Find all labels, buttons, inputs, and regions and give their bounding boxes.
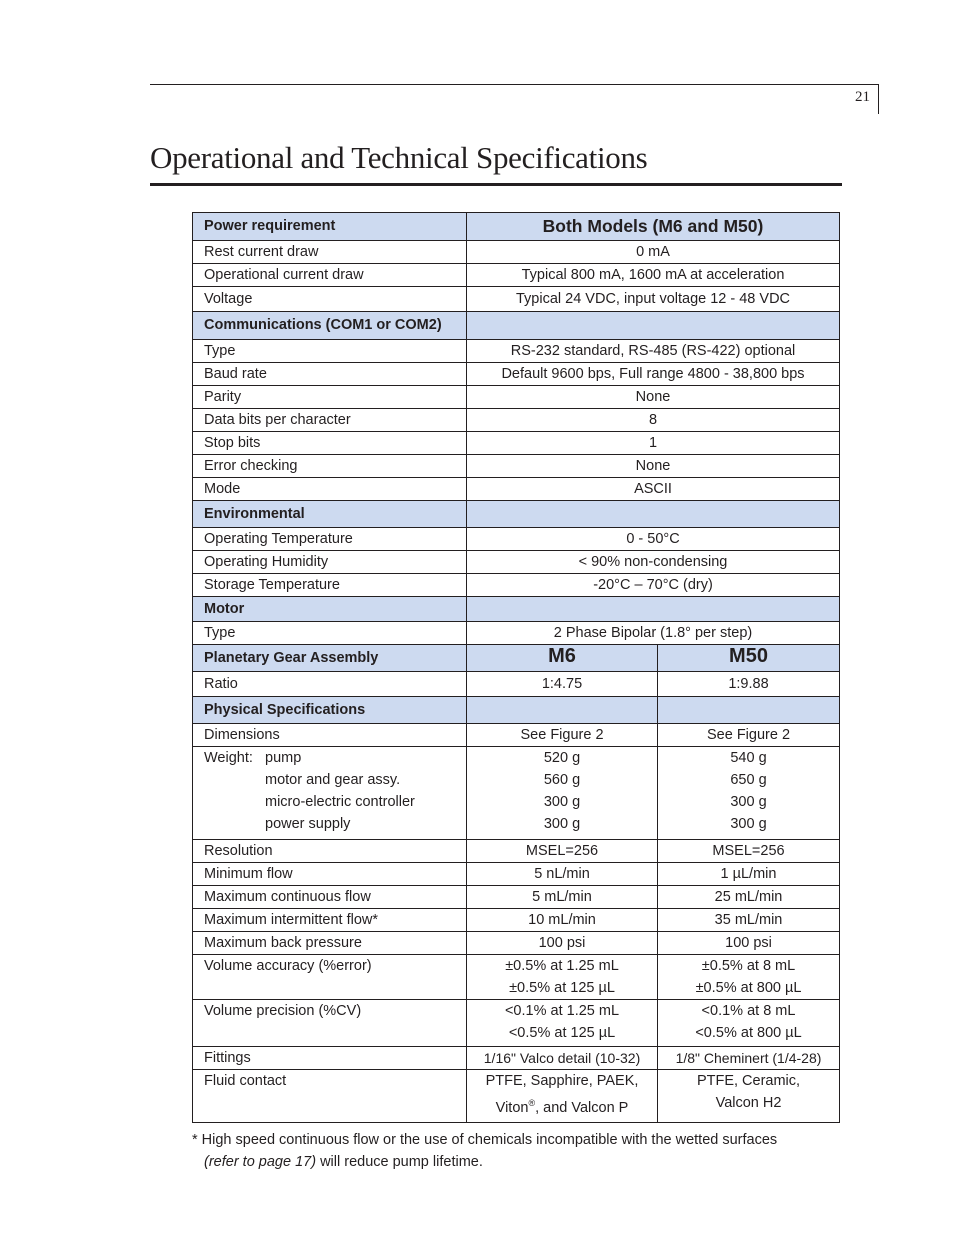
column-header-m6: M6: [467, 645, 658, 672]
row-value: Typical 24 VDC, input voltage 12 - 48 VDC: [467, 287, 840, 312]
row-value: Valcon H2: [715, 1095, 782, 1111]
weight-line-pump: [204, 747, 466, 769]
row-value: PTFE, Ceramic,: [696, 1073, 801, 1089]
row-label: Rest current draw: [193, 241, 467, 264]
row-label: Maximum back pressure: [193, 932, 467, 955]
row-value-m50: 1:9.88: [658, 672, 840, 697]
footnote-line-1: * High speed continuous flow or the use of chemicals incompatible with the wetted surfaces: [192, 1132, 778, 1148]
section-header-blank: [658, 697, 840, 724]
row-label: Voltage: [193, 287, 467, 312]
weight-value: 520 g: [543, 750, 581, 766]
row-label: Data bits per character: [193, 409, 467, 432]
row-label: Dimensions: [193, 724, 467, 747]
row-label: Storage Temperature: [193, 574, 467, 597]
row-value: ±0.5% at 125 µL: [509, 980, 615, 996]
table-row: [193, 1070, 840, 1123]
viton-text: Viton: [495, 1099, 529, 1116]
table-row: [193, 551, 840, 574]
table-row: [193, 363, 840, 386]
weight-value: 300 g: [543, 794, 581, 810]
row-value-line2: [467, 1092, 657, 1119]
weight-values-m6: [467, 747, 658, 840]
section-title: Motor: [193, 597, 467, 622]
section-header-motor: [193, 597, 840, 622]
weight-item: pump: [265, 750, 302, 766]
row-value: 0 mA: [467, 241, 840, 264]
row-label: Volume accuracy (%error): [193, 955, 467, 1000]
weight-label: Weight:: [204, 750, 253, 766]
row-value-m50: 35 mL/min: [658, 909, 840, 932]
section-header-blank: [467, 697, 658, 724]
row-label: Operational current draw: [193, 264, 467, 287]
header-rule: [150, 84, 879, 85]
table-row: [193, 886, 840, 909]
table-row: [193, 478, 840, 501]
table-row: [193, 1000, 840, 1047]
section-header-gear: [193, 645, 840, 672]
table-row: [193, 622, 840, 645]
row-value-m50: 100 psi: [658, 932, 840, 955]
weight-value: 300 g: [730, 816, 767, 832]
weight-value: 560 g: [543, 772, 581, 788]
weight-value: 650 g: [730, 772, 767, 788]
row-value: RS-232 standard, RS-485 (RS-422) optional: [467, 340, 840, 363]
table-row: [193, 955, 840, 1000]
specifications-table: [192, 212, 840, 1123]
row-values-m6: [467, 1000, 658, 1047]
row-value: PTFE, Sapphire, PAEK,: [485, 1073, 639, 1089]
section-header-blank: [467, 501, 840, 528]
header-vertical-rule: [878, 84, 879, 114]
section-title: Environmental: [193, 501, 467, 528]
row-value: <0.1% at 8 mL: [701, 1003, 796, 1019]
row-label: Operating Temperature: [193, 528, 467, 551]
row-label: Type: [193, 340, 467, 363]
row-value-m6: 10 mL/min: [467, 909, 658, 932]
row-values-m50: [658, 1000, 840, 1047]
section-header-power: [193, 213, 840, 241]
row-value-m6: 1:4.75: [467, 672, 658, 697]
footnote-page-reference: (refer to page 17): [204, 1154, 317, 1170]
row-value: 0 - 50°C: [467, 528, 840, 551]
row-value-m6: See Figure 2: [467, 724, 658, 747]
weight-value: 300 g: [543, 816, 581, 832]
row-value-m50: 1/8" Cheminert (1/4-28): [658, 1047, 840, 1070]
row-values-m50: [658, 955, 840, 1000]
registered-mark: ®: [528, 1098, 536, 1108]
weight-value: 300 g: [730, 794, 767, 810]
row-value: <0.1% at 1.25 mL: [504, 1003, 620, 1019]
row-label: Maximum continuous flow: [193, 886, 467, 909]
section-title: Communications (COM1 or COM2): [193, 312, 467, 340]
table-row: [193, 1047, 840, 1070]
column-header-both-models: Both Models (M6 and M50): [467, 213, 840, 241]
section-title: Physical Specifications: [193, 697, 467, 724]
row-label: Error checking: [193, 455, 467, 478]
table-row: [193, 241, 840, 264]
section-header-blank: [467, 597, 840, 622]
table-row: [193, 909, 840, 932]
row-label: Resolution: [193, 840, 467, 863]
table-row: [193, 724, 840, 747]
row-value-m6: 5 mL/min: [467, 886, 658, 909]
row-label: Fittings: [193, 1047, 467, 1070]
row-label: Mode: [193, 478, 467, 501]
row-value: ±0.5% at 800 µL: [695, 980, 802, 996]
table-row: [193, 386, 840, 409]
section-header-environmental: [193, 501, 840, 528]
title-rule: [150, 183, 842, 186]
row-value: None: [467, 386, 840, 409]
weight-value: 540 g: [730, 750, 767, 766]
row-value: Default 9600 bps, Full range 4800 - 38,800 bps: [467, 363, 840, 386]
section-title: Planetary Gear Assembly: [193, 645, 467, 672]
table-row: [193, 340, 840, 363]
row-value: < 90% non-condensing: [467, 551, 840, 574]
row-label: Maximum intermittent flow*: [193, 909, 467, 932]
table-row: [193, 432, 840, 455]
table-row-weight: [193, 747, 840, 840]
row-values-m50: [658, 1070, 840, 1123]
weight-labels: [193, 747, 467, 840]
table-row: [193, 455, 840, 478]
row-value-m6: 100 psi: [467, 932, 658, 955]
table-row: [193, 264, 840, 287]
page-number: 21: [855, 89, 870, 105]
row-value-m50: 25 mL/min: [658, 886, 840, 909]
table-row: [193, 932, 840, 955]
row-value-m50: 1 µL/min: [658, 863, 840, 886]
table-row: [193, 574, 840, 597]
row-label: Baud rate: [193, 363, 467, 386]
section-header-blank: [467, 312, 840, 340]
page-title: Operational and Technical Specifications: [150, 140, 648, 175]
row-label: Minimum flow: [193, 863, 467, 886]
table-row: [193, 840, 840, 863]
table-row: [193, 528, 840, 551]
table-row: [193, 409, 840, 432]
row-label: Operating Humidity: [193, 551, 467, 574]
row-value: <0.5% at 800 µL: [695, 1025, 802, 1041]
footnote-line-2-rest: will reduce pump lifetime.: [316, 1154, 483, 1170]
row-value: <0.5% at 125 µL: [508, 1025, 616, 1041]
row-value: -20°C – 70°C (dry): [467, 574, 840, 597]
row-values-m6: [467, 955, 658, 1000]
table-row: [193, 287, 840, 312]
weight-item: micro-electric controller: [265, 794, 415, 810]
weight-item: motor and gear assy.: [265, 772, 401, 788]
row-value: ASCII: [467, 478, 840, 501]
table-row: [193, 672, 840, 697]
row-value: ±0.5% at 1.25 mL: [505, 958, 619, 974]
row-value-m6: 1/16" Valco detail (10-32): [467, 1047, 658, 1070]
column-header-m50: M50: [658, 645, 840, 672]
row-value-m6: 5 nL/min: [467, 863, 658, 886]
row-value-m6: MSEL=256: [467, 840, 658, 863]
row-label: Parity: [193, 386, 467, 409]
row-value: 2 Phase Bipolar (1.8° per step): [467, 622, 840, 645]
section-header-communications: [193, 312, 840, 340]
row-value: ±0.5% at 8 mL: [701, 958, 796, 974]
row-label: Volume precision (%CV): [193, 1000, 467, 1047]
row-label: Type: [193, 622, 467, 645]
footnote: [192, 1129, 842, 1173]
row-label: Stop bits: [193, 432, 467, 455]
footnote-line-2: [192, 1151, 842, 1173]
row-value: 8: [467, 409, 840, 432]
row-label: Ratio: [193, 672, 467, 697]
row-value-m50: See Figure 2: [658, 724, 840, 747]
row-value-m50: MSEL=256: [658, 840, 840, 863]
section-header-physical: [193, 697, 840, 724]
table-row: [193, 863, 840, 886]
section-title: Power requirement: [193, 213, 467, 241]
row-value: Typical 800 mA, 1600 mA at acceleration: [467, 264, 840, 287]
row-value: None: [467, 455, 840, 478]
row-values-m6: [467, 1070, 658, 1123]
row-label: Fluid contact: [193, 1070, 467, 1123]
weight-item: power supply: [265, 816, 351, 832]
row-value: 1: [467, 432, 840, 455]
weight-values-m50: [658, 747, 840, 840]
valcon-text: , and Valcon P: [535, 1099, 629, 1116]
